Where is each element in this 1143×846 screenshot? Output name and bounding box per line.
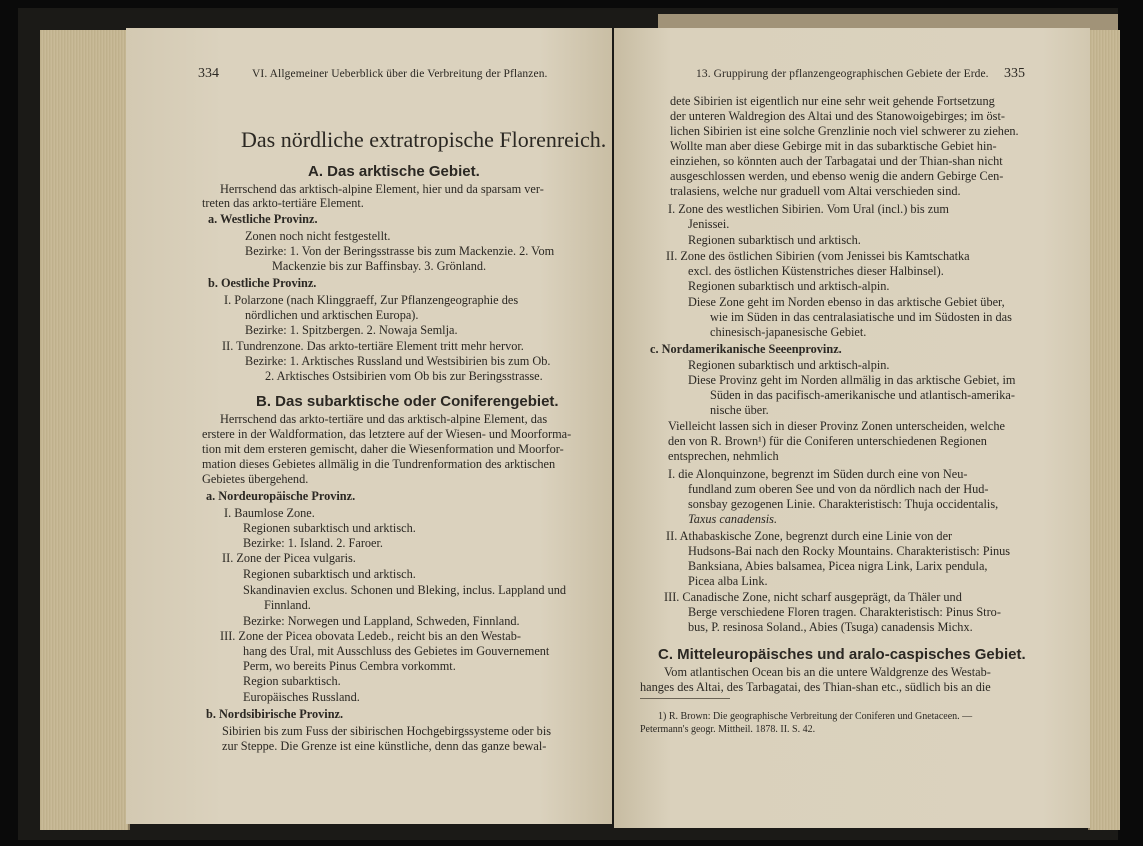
page-number-right: 335 <box>1004 66 1025 81</box>
text-line: Vom atlantischen Ocean bis an die untere Waldgrenze des Westab- <box>664 665 991 679</box>
text-line: Europäisches Russland. <box>243 690 360 704</box>
text-line: entsprechen, nehmlich <box>668 449 779 463</box>
text-line: Bezirke: 1. Von der Beringsstrasse bis zum Mackenzie. 2. Vom <box>245 244 555 258</box>
footnote-line: Petermann's geogr. Mittheil. 1878. II. S. 42. <box>640 724 816 735</box>
text-line: Sibirien bis zum Fuss der sibirischen Hochgebirgssysteme oder bis <box>222 724 552 738</box>
text-line: Bezirke: 1. Arktisches Russland und Westsibirien bis zum Ob. <box>245 354 551 368</box>
text-line: C. Mitteleuropäisches und aralo-caspisches Gebiet. <box>658 646 1026 663</box>
page-stack-right <box>1088 30 1120 830</box>
text-line: den von R. Brown¹) für die Coniferen unterschiedenen Regionen <box>668 434 987 448</box>
text-line: 2. Arktisches Ostsibirien vom Ob bis zur Beringsstrasse. <box>265 369 543 383</box>
text-line: Taxus canadensis. <box>688 512 778 526</box>
text-line: I. Zone des westlichen Sibirien. Vom Ural (incl.) bis zum <box>668 202 949 216</box>
text-line: B. Das subarktische oder Coniferengebiet. <box>256 393 559 410</box>
text-line: nische über. <box>710 403 769 417</box>
text-line: Bezirke: Norwegen und Lappland, Schweden, Finnland. <box>243 614 520 628</box>
text-line: ausgeschlossen werden, und ebenso wenig die andern Gebirge Cen- <box>670 169 1004 183</box>
text-line: hanges des Altai, des Tarbagatai, des Thian-shan etc., südlich bis an die <box>640 680 991 694</box>
text-line: tralasiens, welche nur graduell vom Altai verschieden sind. <box>670 184 961 198</box>
text-line: einziehen, so könnten auch der Tarbagatai und der Thian-shan nicht <box>670 154 1003 168</box>
text-line: Diese Provinz geht im Norden allmälig in das arktische Gebiet, im <box>688 373 1016 387</box>
text-line: II. Zone des östlichen Sibirien (vom Jenissei bis Kamtschatka <box>666 249 970 263</box>
text-line: III. Zone der Picea obovata Ledeb., reicht bis an den Westab- <box>220 629 521 643</box>
text-line: Regionen subarktisch und arktisch. <box>243 521 416 535</box>
text-line: b. Nordsibirische Provinz. <box>206 707 344 721</box>
text-line: Das nördliche extratropische Florenreich. <box>241 127 607 152</box>
text-line: I. Baumlose Zone. <box>224 506 315 520</box>
running-header-left: VI. Allgemeiner Ueberblick über die Verbreitung der Pflanzen. <box>252 68 548 80</box>
text-line: Jenissei. <box>688 217 730 231</box>
text-line: Region subarktisch. <box>243 674 341 688</box>
text-line: c. Nordamerikanische Seeenprovinz. <box>650 342 842 356</box>
text-line: Banksiana, Abies balsamea, Picea nigra Link, Larix pendula, <box>688 559 988 573</box>
running-header-right: 13. Gruppirung der pflanzengeographischen Gebiete der Erde. <box>696 68 989 80</box>
text-line: III. Canadische Zone, nicht scharf ausgeprägt, da Thäler und <box>664 590 962 604</box>
text-line: Regionen subarktisch und arktisch-alpin. <box>688 279 890 293</box>
text-line: Wollte man aber diese Gebirge mit in das subarktische Gebiet hin- <box>670 139 997 153</box>
text-line: nördlichen und arktischen Europa). <box>245 308 419 322</box>
text-line: dete Sibirien ist eigentlich nur eine sehr weit gehende Fortsetzung <box>670 94 995 108</box>
text-line: wie im Süden in das centralasiatische und im Südosten in das <box>710 310 1012 324</box>
text-line: treten das arkto-tertiäre Element. <box>202 196 364 210</box>
text-line: A. Das arktische Gebiet. <box>308 163 480 180</box>
text-line: Zonen noch nicht festgestellt. <box>245 229 391 243</box>
text-line: Vielleicht lassen sich in dieser Provinz Zonen unterscheiden, welche <box>668 419 1005 433</box>
text-line: Mackenzie bis zur Baffinsbay. 3. Grönland. <box>272 259 487 273</box>
text-line: Perm, wo bereits Pinus Cembra vorkommt. <box>243 659 456 673</box>
text-line: mation dieses Gebietes allmälig in die Tundrenformation des arktischen <box>202 457 556 471</box>
text-line: Diese Zone geht im Norden ebenso in das arktische Gebiet über, <box>688 295 1005 309</box>
text-line: Regionen subarktisch und arktisch. <box>688 233 861 247</box>
text-line: Picea alba Link. <box>688 574 768 588</box>
footnote-line: 1) R. Brown: Die geographische Verbreitung der Coniferen und Gnetaceen. — <box>658 711 973 722</box>
page-stack-left <box>40 30 130 830</box>
text-line: a. Nordeuropäische Provinz. <box>206 489 356 503</box>
left-page <box>126 28 612 824</box>
text-line: chinesisch-japanesische Gebiet. <box>710 325 867 339</box>
text-line: I. die Alonquinzone, begrenzt im Süden durch eine von Neu- <box>668 467 968 481</box>
text-line: a. Westliche Provinz. <box>208 212 318 226</box>
text-line: Bezirke: 1. Spitzbergen. 2. Nowaja Semlja. <box>245 323 458 337</box>
text-line: lichen Sibirien ist eine solche Grenzlinie noch viel schwerer zu ziehen. <box>670 124 1019 138</box>
text-line: II. Tundrenzone. Das arkto-tertiäre Element tritt mehr hervor. <box>222 339 524 353</box>
text-line: Süden in das pacifisch-amerikanische und atlantisch-amerika- <box>710 388 1015 402</box>
page-number-left: 334 <box>198 66 219 81</box>
text-line: Herrschend das arktisch-alpine Element, hier und da sparsam ver- <box>220 182 544 196</box>
text-line: Regionen subarktisch und arktisch. <box>243 567 416 581</box>
text-line: Berge verschiedene Floren tragen. Charakteristisch: Pinus Stro- <box>688 605 1001 619</box>
text-line: tion mit dem ersteren gemischt, daher die Wiesenformation und Moorfor- <box>202 442 564 456</box>
footnote-rule <box>640 698 730 699</box>
text-line: Herrschend das arkto-tertiäre und das arktisch-alpine Element, das <box>220 412 548 426</box>
text-line: II. Zone der Picea vulgaris. <box>222 551 356 565</box>
text-line: excl. des östlichen Küstenstriches dieser Halbinsel). <box>688 264 944 278</box>
text-line: erstere in der Waldformation, das letztere auf der Wiesen- und Moorforma- <box>202 427 572 441</box>
text-line: Skandinavien exclus. Schonen und Bleking, inclus. Lappland und <box>243 583 567 597</box>
text-line: Bezirke: 1. Island. 2. Faroer. <box>243 536 384 550</box>
text-line: b. Oestliche Provinz. <box>208 276 317 290</box>
text-line: bus, P. resinosa Soland., Abies (Tsuga) canadensis Michx. <box>688 620 973 634</box>
book <box>18 8 1118 840</box>
text-line: hang des Ural, mit Ausschluss des Gebietes im Gouvernement <box>243 644 550 658</box>
text-line: zur Steppe. Die Grenze ist eine künstliche, denn das ganze bewal- <box>222 739 547 753</box>
text-line: sonsbay gezogenen Linie. Charakteristisch: Thuja occidentalis, <box>688 497 999 511</box>
text-line: II. Athabaskische Zone, begrenzt durch eine Linie von der <box>666 529 953 543</box>
text-line: der unteren Waldregion des Altai und des Stanowoigebirges; im öst- <box>670 109 1005 123</box>
text-line: I. Polarzone (nach Klinggraeff, Zur Pflanzengeographie des <box>224 293 519 307</box>
right-page <box>614 28 1090 828</box>
text-line: Finnland. <box>264 598 311 612</box>
text-line: Regionen subarktisch und arktisch-alpin. <box>688 358 890 372</box>
text-line: Hudsons-Bai nach den Rocky Mountains. Charakteristisch: Pinus <box>688 544 1011 558</box>
text-line: fundland zum oberen See und von da nördlich nach der Hud- <box>688 482 989 496</box>
text-line: Gebietes übergehend. <box>202 472 309 486</box>
